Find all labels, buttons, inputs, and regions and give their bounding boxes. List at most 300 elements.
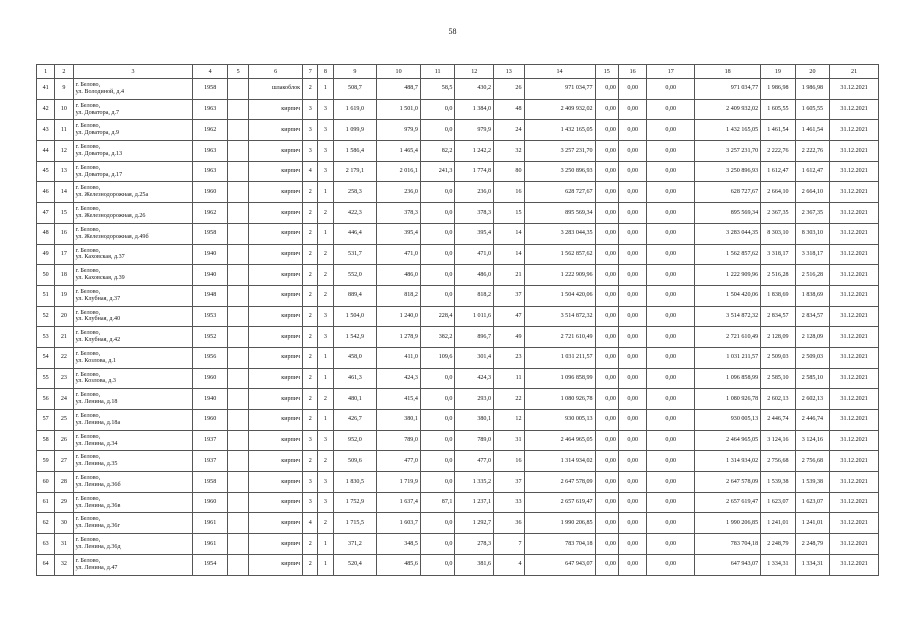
cell-floors: 3 xyxy=(303,120,318,141)
address-street: ул. Доватора, д.17 xyxy=(75,171,123,178)
cell-entrances: 3 xyxy=(318,120,333,141)
cell-item-no: 31 xyxy=(55,534,73,555)
cell-cost-budget: 0,00 xyxy=(618,327,646,348)
cell-area-municipal: 0,0 xyxy=(420,472,455,493)
cell-cost-per-m2: 3 124,16 xyxy=(761,430,796,451)
cell-address xyxy=(73,141,193,162)
cell-wall-material: кирпич xyxy=(249,161,303,182)
cell-row-no: 59 xyxy=(37,451,55,472)
cell-cost-fund: 0,00 xyxy=(595,410,618,431)
cell-area-private: 1 774,8 xyxy=(455,161,494,182)
table-row xyxy=(37,410,879,431)
header-cell-entrances: 8 xyxy=(318,65,333,79)
cell-entrances: 3 xyxy=(318,327,333,348)
cell-total-area: 1 542,9 xyxy=(333,327,377,348)
address-street: ул. Ленина, д.36г xyxy=(75,523,120,530)
cell-year: 1962 xyxy=(193,120,228,141)
cell-col-5 xyxy=(227,223,248,244)
address-city: г. Белово, xyxy=(75,433,101,440)
address-city: г. Белово, xyxy=(75,247,101,254)
cell-wall-material: кирпич xyxy=(249,265,303,286)
cell-cost-other: 0,00 xyxy=(647,223,695,244)
address-city: г. Белово, xyxy=(75,268,101,275)
cell-item-no: 22 xyxy=(55,347,73,368)
cell-cost-per-m2: 2 248,79 xyxy=(761,534,796,555)
cell-entrances: 1 xyxy=(318,79,333,100)
cell-row-no: 57 xyxy=(37,410,55,431)
cell-residents: 22 xyxy=(494,389,524,410)
cell-residents: 11 xyxy=(494,368,524,389)
cell-year: 1953 xyxy=(193,306,228,327)
cell-cost-budget: 0,00 xyxy=(618,223,646,244)
header-cell-area-private: 12 xyxy=(455,65,494,79)
cell-cost-owners: 1 562 857,62 xyxy=(695,244,761,265)
cell-total-area: 1 504,0 xyxy=(333,306,377,327)
address-city: г. Белово, xyxy=(75,413,101,420)
table-row xyxy=(37,99,879,120)
cell-residents: 47 xyxy=(494,306,524,327)
cell-floors: 3 xyxy=(303,430,318,451)
cell-total-area: 458,0 xyxy=(333,347,377,368)
cell-total-area: 508,7 xyxy=(333,79,377,100)
cell-col-5 xyxy=(227,410,248,431)
cell-item-no: 18 xyxy=(55,265,73,286)
cell-deadline: 31.12.2021 xyxy=(830,492,879,513)
cell-col-5 xyxy=(227,203,248,224)
cell-address xyxy=(73,99,193,120)
cell-area-municipal: 0,0 xyxy=(420,368,455,389)
cell-year: 1956 xyxy=(193,347,228,368)
cell-cost-budget: 0,00 xyxy=(618,410,646,431)
cell-area-municipal: 0,0 xyxy=(420,513,455,534)
cell-entrances: 2 xyxy=(318,265,333,286)
cell-wall-material: кирпич xyxy=(249,203,303,224)
cell-area-apartments: 1 278,9 xyxy=(377,327,421,348)
cell-cost-per-m2: 2 756,68 xyxy=(761,451,796,472)
cell-cost-budget: 0,00 xyxy=(618,347,646,368)
cell-cost-other: 0,00 xyxy=(647,347,695,368)
cell-wall-material: кирпич xyxy=(249,99,303,120)
cell-address xyxy=(73,430,193,451)
cell-residents: 80 xyxy=(494,161,524,182)
cell-cost-owners: 2 657 619,47 xyxy=(695,492,761,513)
header-cell-cost-other: 17 xyxy=(647,65,695,79)
cell-row-no: 54 xyxy=(37,347,55,368)
cell-cost-other: 0,00 xyxy=(647,389,695,410)
cell-cost-owners: 1 504 420,06 xyxy=(695,285,761,306)
cell-cost-total: 1 562 857,62 xyxy=(524,244,595,265)
cell-cost-fund: 0,00 xyxy=(595,203,618,224)
cell-area-municipal: 0,0 xyxy=(420,451,455,472)
cell-wall-material: кирпич xyxy=(249,451,303,472)
cell-year: 1960 xyxy=(193,368,228,389)
cell-cost-owners: 1 314 934,02 xyxy=(695,451,761,472)
cell-col-5 xyxy=(227,368,248,389)
cell-col-5 xyxy=(227,141,248,162)
cell-deadline: 31.12.2021 xyxy=(830,368,879,389)
cell-area-private: 1 335,2 xyxy=(455,472,494,493)
cell-cost-other: 0,00 xyxy=(647,141,695,162)
cell-total-area: 952,0 xyxy=(333,430,377,451)
cell-col-5 xyxy=(227,430,248,451)
cell-cost-total: 2 721 610,49 xyxy=(524,327,595,348)
cell-cost-limit: 2 602,13 xyxy=(795,389,830,410)
cell-cost-budget: 0,00 xyxy=(618,513,646,534)
cell-cost-fund: 0,00 xyxy=(595,223,618,244)
cell-residents: 16 xyxy=(494,451,524,472)
cell-row-no: 49 xyxy=(37,244,55,265)
cell-residents: 37 xyxy=(494,285,524,306)
table-row xyxy=(37,223,879,244)
cell-cost-owners: 1 222 909,96 xyxy=(695,265,761,286)
cell-cost-total: 647 943,07 xyxy=(524,554,595,575)
cell-year: 1960 xyxy=(193,182,228,203)
cell-year: 1963 xyxy=(193,161,228,182)
cell-area-municipal: 0,0 xyxy=(420,265,455,286)
address-street: ул. Ленина, д.36в xyxy=(75,502,121,509)
cell-cost-owners: 3 283 044,35 xyxy=(695,223,761,244)
cell-address xyxy=(73,451,193,472)
cell-deadline: 31.12.2021 xyxy=(830,223,879,244)
cell-row-no: 42 xyxy=(37,99,55,120)
cell-wall-material: кирпич xyxy=(249,513,303,534)
cell-entrances: 3 xyxy=(318,306,333,327)
cell-cost-budget: 0,00 xyxy=(618,534,646,555)
cell-area-private: 395,4 xyxy=(455,223,494,244)
cell-year: 1948 xyxy=(193,285,228,306)
header-cell-cost-fund: 15 xyxy=(595,65,618,79)
cell-row-no: 48 xyxy=(37,223,55,244)
cell-cost-total: 930 005,13 xyxy=(524,410,595,431)
cell-cost-budget: 0,00 xyxy=(618,265,646,286)
cell-wall-material: шлакоблок xyxy=(249,79,303,100)
cell-cost-fund: 0,00 xyxy=(595,513,618,534)
cell-cost-total: 1 504 420,06 xyxy=(524,285,595,306)
cell-cost-owners: 2 721 610,49 xyxy=(695,327,761,348)
cell-cost-budget: 0,00 xyxy=(618,554,646,575)
cell-address xyxy=(73,265,193,286)
address-city: г. Белово, xyxy=(75,454,101,461)
cell-floors: 3 xyxy=(303,141,318,162)
cell-entrances: 1 xyxy=(318,410,333,431)
cell-total-area: 509,6 xyxy=(333,451,377,472)
cell-cost-limit: 1 605,55 xyxy=(795,99,830,120)
cell-area-municipal: 0,0 xyxy=(420,203,455,224)
cell-floors: 2 xyxy=(303,534,318,555)
cell-row-no: 44 xyxy=(37,141,55,162)
cell-cost-budget: 0,00 xyxy=(618,451,646,472)
address-city: г. Белово, xyxy=(75,226,101,233)
cell-floors: 3 xyxy=(303,472,318,493)
cell-residents: 26 xyxy=(494,79,524,100)
cell-area-municipal: 228,4 xyxy=(420,306,455,327)
cell-total-area: 461,3 xyxy=(333,368,377,389)
cell-cost-other: 0,00 xyxy=(647,534,695,555)
cell-year: 1940 xyxy=(193,265,228,286)
cell-col-5 xyxy=(227,534,248,555)
cell-floors: 2 xyxy=(303,347,318,368)
cell-cost-other: 0,00 xyxy=(647,430,695,451)
cell-col-5 xyxy=(227,472,248,493)
address-city: г. Белово, xyxy=(75,206,101,213)
cell-address xyxy=(73,410,193,431)
cell-address xyxy=(73,534,193,555)
cell-cost-owners: 628 727,67 xyxy=(695,182,761,203)
cell-total-area: 1 715,5 xyxy=(333,513,377,534)
cell-row-no: 46 xyxy=(37,182,55,203)
cell-address xyxy=(73,327,193,348)
cell-cost-limit: 2 516,28 xyxy=(795,265,830,286)
cell-cost-per-m2: 1 623,07 xyxy=(761,492,796,513)
cell-address xyxy=(73,120,193,141)
cell-cost-per-m2: 1 461,54 xyxy=(761,120,796,141)
cell-area-private: 471,0 xyxy=(455,244,494,265)
cell-col-5 xyxy=(227,389,248,410)
cell-cost-total: 1 080 926,78 xyxy=(524,389,595,410)
cell-deadline: 31.12.2021 xyxy=(830,534,879,555)
cell-address xyxy=(73,285,193,306)
cell-cost-fund: 0,00 xyxy=(595,141,618,162)
cell-cost-fund: 0,00 xyxy=(595,306,618,327)
cell-entrances: 2 xyxy=(318,389,333,410)
cell-row-no: 58 xyxy=(37,430,55,451)
cell-area-municipal: 241,3 xyxy=(420,161,455,182)
cell-area-apartments: 380,1 xyxy=(377,410,421,431)
cell-area-apartments: 488,7 xyxy=(377,79,421,100)
cell-year: 1958 xyxy=(193,472,228,493)
header-cell-item-no: 2 xyxy=(55,65,73,79)
cell-cost-total: 1 990 206,85 xyxy=(524,513,595,534)
cell-total-area: 2 179,1 xyxy=(333,161,377,182)
cell-cost-total: 3 250 896,93 xyxy=(524,161,595,182)
cell-year: 1940 xyxy=(193,389,228,410)
cell-cost-fund: 0,00 xyxy=(595,79,618,100)
cell-item-no: 16 xyxy=(55,223,73,244)
cell-cost-budget: 0,00 xyxy=(618,389,646,410)
cell-year: 1954 xyxy=(193,554,228,575)
cell-deadline: 31.12.2021 xyxy=(830,244,879,265)
cell-address xyxy=(73,513,193,534)
cell-cost-other: 0,00 xyxy=(647,492,695,513)
cell-item-no: 25 xyxy=(55,410,73,431)
cell-entrances: 2 xyxy=(318,203,333,224)
cell-total-area: 552,0 xyxy=(333,265,377,286)
cell-area-private: 1 384,0 xyxy=(455,99,494,120)
cell-residents: 12 xyxy=(494,410,524,431)
header-cell-year: 4 xyxy=(193,65,228,79)
cell-area-municipal: 0,0 xyxy=(420,534,455,555)
cell-year: 1940 xyxy=(193,244,228,265)
cell-cost-limit: 1 623,07 xyxy=(795,492,830,513)
cell-area-apartments: 395,4 xyxy=(377,223,421,244)
cell-total-area: 480,1 xyxy=(333,389,377,410)
cell-year: 1963 xyxy=(193,99,228,120)
cell-area-municipal: 0,0 xyxy=(420,120,455,141)
cell-cost-total: 2 657 619,47 xyxy=(524,492,595,513)
cell-item-no: 19 xyxy=(55,285,73,306)
cell-deadline: 31.12.2021 xyxy=(830,513,879,534)
cell-cost-other: 0,00 xyxy=(647,79,695,100)
address-street: ул. Доватора, д.7 xyxy=(75,109,120,116)
cell-area-apartments: 236,0 xyxy=(377,182,421,203)
header-cell-area-apartments: 10 xyxy=(377,65,421,79)
cell-address xyxy=(73,389,193,410)
cell-area-apartments: 979,9 xyxy=(377,120,421,141)
cell-total-area: 1 619,0 xyxy=(333,99,377,120)
cell-area-apartments: 818,2 xyxy=(377,285,421,306)
cell-floors: 4 xyxy=(303,161,318,182)
cell-entrances: 2 xyxy=(318,513,333,534)
table-row xyxy=(37,492,879,513)
cell-wall-material: кирпич xyxy=(249,492,303,513)
cell-area-private: 486,0 xyxy=(455,265,494,286)
cell-total-area: 426,7 xyxy=(333,410,377,431)
cell-area-municipal: 0,0 xyxy=(420,430,455,451)
cell-area-apartments: 1 501,0 xyxy=(377,99,421,120)
cell-total-area: 531,7 xyxy=(333,244,377,265)
cell-floors: 2 xyxy=(303,368,318,389)
cell-area-apartments: 2 016,1 xyxy=(377,161,421,182)
cell-cost-total: 1 222 909,96 xyxy=(524,265,595,286)
cell-cost-limit: 2 128,09 xyxy=(795,327,830,348)
cell-year: 1958 xyxy=(193,223,228,244)
cell-residents: 4 xyxy=(494,554,524,575)
cell-cost-owners: 2 464 965,05 xyxy=(695,430,761,451)
cell-cost-total: 2 464 965,05 xyxy=(524,430,595,451)
cell-cost-limit: 8 303,10 xyxy=(795,223,830,244)
cell-deadline: 31.12.2021 xyxy=(830,430,879,451)
cell-row-no: 61 xyxy=(37,492,55,513)
address-street: ул. Железнодорожная, д.49б xyxy=(75,233,149,240)
table-row xyxy=(37,472,879,493)
cell-residents: 21 xyxy=(494,265,524,286)
cell-cost-other: 0,00 xyxy=(647,99,695,120)
cell-entrances: 1 xyxy=(318,223,333,244)
cell-wall-material: кирпич xyxy=(249,327,303,348)
cell-area-private: 301,4 xyxy=(455,347,494,368)
cell-residents: 15 xyxy=(494,203,524,224)
cell-entrances: 1 xyxy=(318,534,333,555)
cell-cost-owners: 647 943,07 xyxy=(695,554,761,575)
cell-cost-fund: 0,00 xyxy=(595,492,618,513)
address-street: ул. Ленина, д.18а xyxy=(75,419,121,426)
table-row xyxy=(37,430,879,451)
cell-residents: 31 xyxy=(494,430,524,451)
header-cell-cost-per-m2: 19 xyxy=(761,65,796,79)
cell-col-5 xyxy=(227,513,248,534)
address-street: ул. Клубная, д.37 xyxy=(75,295,121,302)
cell-cost-total: 1 031 211,57 xyxy=(524,347,595,368)
cell-item-no: 27 xyxy=(55,451,73,472)
cell-col-5 xyxy=(227,306,248,327)
cell-cost-limit: 1 838,69 xyxy=(795,285,830,306)
cell-row-no: 41 xyxy=(37,79,55,100)
cell-cost-limit: 2 756,68 xyxy=(795,451,830,472)
cell-address xyxy=(73,554,193,575)
address-city: г. Белово, xyxy=(75,537,101,544)
cell-item-no: 15 xyxy=(55,203,73,224)
cell-wall-material: кирпич xyxy=(249,534,303,555)
cell-year: 1937 xyxy=(193,430,228,451)
cell-col-5 xyxy=(227,182,248,203)
address-city: г. Белово, xyxy=(75,516,101,523)
address-street: ул. Ленина, д.34 xyxy=(75,440,118,447)
cell-floors: 2 xyxy=(303,451,318,472)
cell-cost-total: 628 727,67 xyxy=(524,182,595,203)
cell-cost-limit: 2 664,10 xyxy=(795,182,830,203)
cell-deadline: 31.12.2021 xyxy=(830,472,879,493)
table-row xyxy=(37,554,879,575)
cell-cost-per-m2: 2 602,13 xyxy=(761,389,796,410)
cell-cost-budget: 0,00 xyxy=(618,141,646,162)
cell-floors: 2 xyxy=(303,306,318,327)
cell-row-no: 51 xyxy=(37,285,55,306)
cell-cost-budget: 0,00 xyxy=(618,492,646,513)
cell-area-private: 477,0 xyxy=(455,451,494,472)
address-city: г. Белово, xyxy=(75,557,101,564)
cell-row-no: 56 xyxy=(37,389,55,410)
cell-residents: 24 xyxy=(494,120,524,141)
cell-area-apartments: 477,0 xyxy=(377,451,421,472)
cell-deadline: 31.12.2021 xyxy=(830,99,879,120)
cell-cost-budget: 0,00 xyxy=(618,306,646,327)
cell-address xyxy=(73,244,193,265)
cell-total-area: 1 099,9 xyxy=(333,120,377,141)
cell-wall-material: кирпич xyxy=(249,141,303,162)
table-row xyxy=(37,389,879,410)
cell-item-no: 14 xyxy=(55,182,73,203)
cell-area-apartments: 424,3 xyxy=(377,368,421,389)
cell-cost-per-m2: 1 838,69 xyxy=(761,285,796,306)
cell-col-5 xyxy=(227,120,248,141)
cell-area-private: 1 011,6 xyxy=(455,306,494,327)
cell-residents: 36 xyxy=(494,513,524,534)
cell-residents: 49 xyxy=(494,327,524,348)
cell-area-municipal: 0,0 xyxy=(420,244,455,265)
cell-item-no: 10 xyxy=(55,99,73,120)
cell-wall-material: кирпич xyxy=(249,472,303,493)
cell-year: 1960 xyxy=(193,492,228,513)
cell-cost-other: 0,00 xyxy=(647,513,695,534)
cell-total-area: 422,3 xyxy=(333,203,377,224)
cell-area-private: 818,2 xyxy=(455,285,494,306)
cell-cost-total: 2 409 932,02 xyxy=(524,99,595,120)
address-street: ул. Ленина, д.35 xyxy=(75,461,118,468)
cell-area-private: 430,2 xyxy=(455,79,494,100)
cell-col-5 xyxy=(227,285,248,306)
cell-cost-total: 1 096 858,99 xyxy=(524,368,595,389)
cell-residents: 14 xyxy=(494,244,524,265)
cell-cost-per-m2: 2 367,35 xyxy=(761,203,796,224)
cell-cost-other: 0,00 xyxy=(647,244,695,265)
cell-deadline: 31.12.2021 xyxy=(830,161,879,182)
cell-cost-fund: 0,00 xyxy=(595,120,618,141)
cell-area-private: 236,0 xyxy=(455,182,494,203)
cell-area-apartments: 789,0 xyxy=(377,430,421,451)
cell-area-private: 380,1 xyxy=(455,410,494,431)
header-cell-cost-total: 14 xyxy=(524,65,595,79)
cell-floors: 2 xyxy=(303,203,318,224)
cell-cost-owners: 2 409 932,02 xyxy=(695,99,761,120)
cell-entrances: 1 xyxy=(318,347,333,368)
cell-area-private: 381,6 xyxy=(455,554,494,575)
cell-entrances: 3 xyxy=(318,492,333,513)
cell-area-apartments: 1 465,4 xyxy=(377,141,421,162)
cell-cost-other: 0,00 xyxy=(647,120,695,141)
header-cell-floors: 7 xyxy=(303,65,318,79)
cell-cost-fund: 0,00 xyxy=(595,347,618,368)
cell-area-municipal: 0,0 xyxy=(420,223,455,244)
